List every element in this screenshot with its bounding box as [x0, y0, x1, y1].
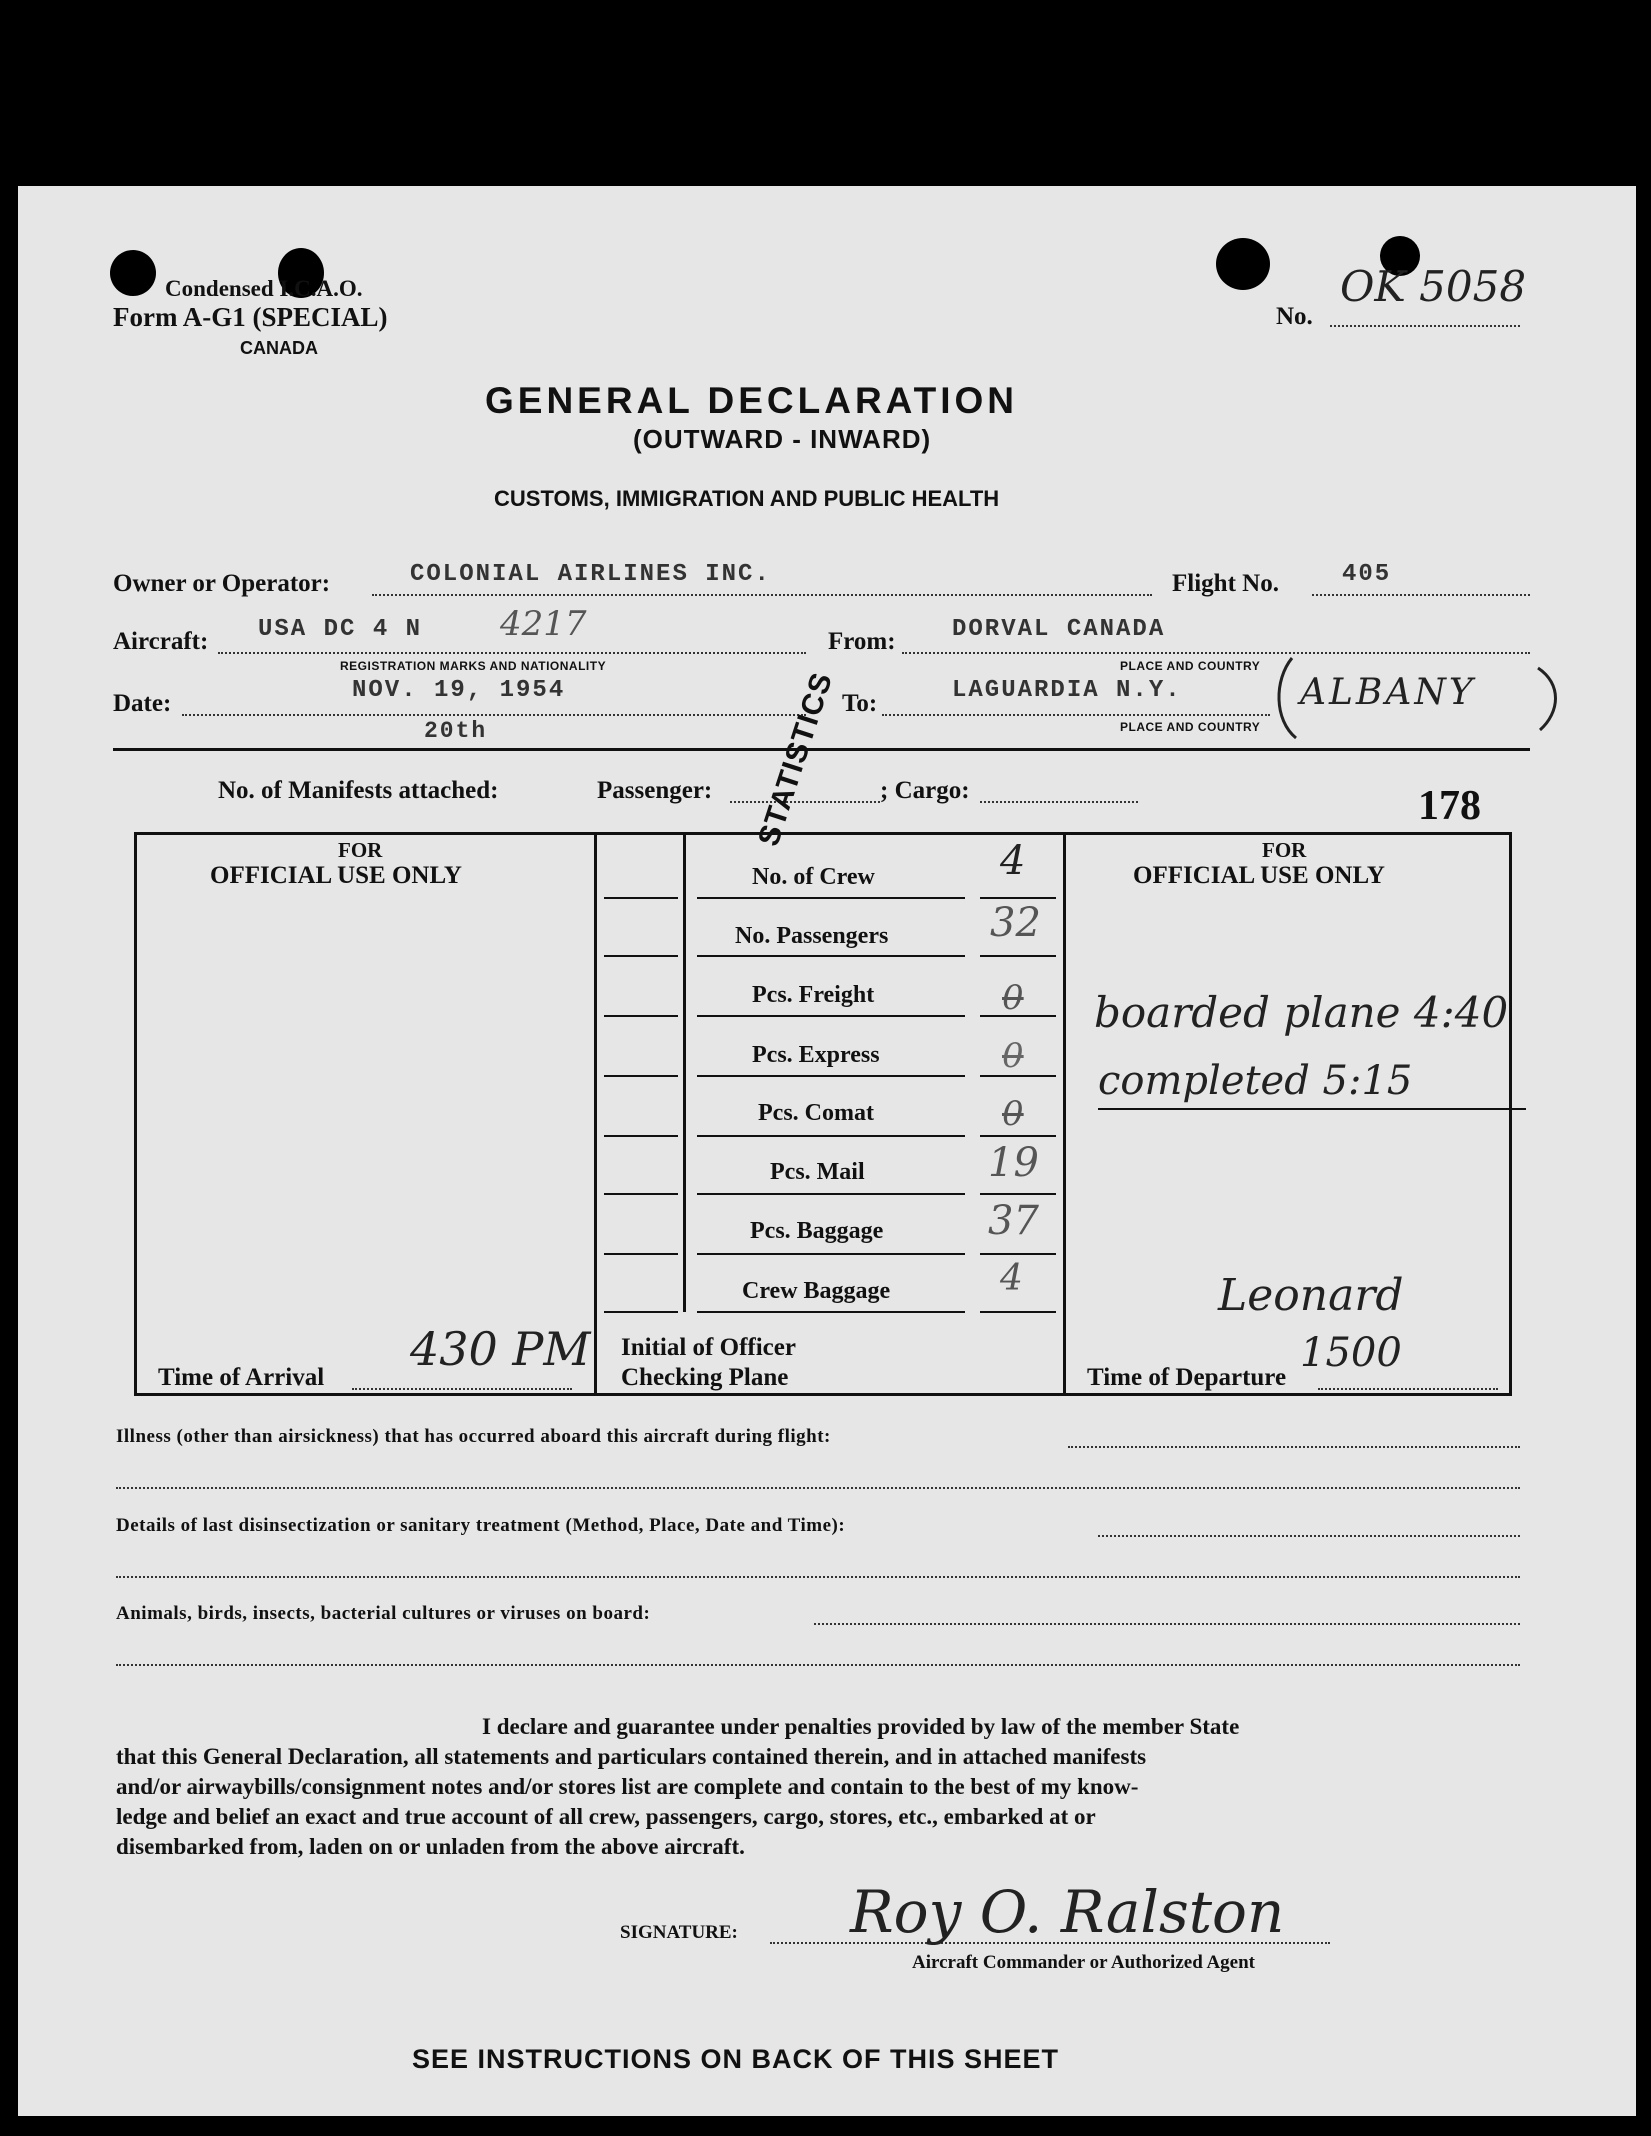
official-note-completed: completed 5:15 — [1098, 1058, 1413, 1104]
page-subtitle: (OUTWARD - INWARD) — [633, 424, 932, 454]
left-for-label: FOR — [338, 838, 383, 862]
owner-label: Owner or Operator: — [113, 570, 331, 597]
place-caption-from: PLACE AND COUNTRY — [1120, 659, 1261, 673]
flight-line — [1312, 594, 1530, 596]
passenger-line — [730, 801, 880, 803]
signature-label: SIGNATURE: — [620, 1922, 738, 1943]
time-departure-value[interactable]: 1500 — [1300, 1330, 1402, 1376]
to-value[interactable]: LAGUARDIA N.Y. — [952, 677, 1182, 704]
officer-initial: Leonard — [1218, 1270, 1404, 1321]
to-line — [882, 714, 1270, 716]
checking-plane-label: Checking Plane — [621, 1364, 789, 1391]
aircraft-value[interactable]: USA DC 4 N — [258, 616, 423, 643]
table-divider — [1063, 832, 1066, 1396]
statement-line-3: and/or airwaybills/consignment notes and/or stores list are complete and contain to the best of my know- — [116, 1774, 1139, 1799]
right-for-label: FOR — [1262, 838, 1307, 862]
value-passengers[interactable]: 32 — [990, 900, 1041, 946]
illness-line — [1068, 1446, 1520, 1448]
form-org-line1: Condensed I.C.A.O. — [165, 276, 363, 301]
row-label-mail: Pcs. Mail — [770, 1159, 865, 1185]
official-note-boarded: boarded plane 4:40 — [1094, 988, 1509, 1037]
disinsect-label: Details of last disinsectization or sanitary treatment (Method, Place, Date and Time): — [116, 1515, 846, 1536]
row-label-passengers: No. Passengers — [735, 923, 889, 949]
place-caption-to: PLACE AND COUNTRY — [1120, 720, 1261, 734]
animals-label: Animals, birds, insects, bacterial cultures or viruses on board: — [116, 1603, 651, 1624]
cargo-label: ; Cargo: — [880, 777, 970, 804]
header-divider — [113, 748, 1530, 751]
manifests-label: No. of Manifests attached: — [218, 777, 499, 804]
row-underline — [697, 1253, 965, 1255]
tally-line — [604, 1253, 678, 1255]
disinsect-line-2 — [116, 1576, 1520, 1578]
aircraft-registration-handwritten: 4217 — [500, 604, 587, 644]
tally-line — [604, 897, 678, 899]
date-line — [182, 714, 806, 716]
value-underline — [980, 1135, 1056, 1137]
value-comat[interactable]: 0 — [1002, 1094, 1024, 1134]
form-country: CANADA — [240, 338, 318, 358]
signature-value[interactable]: Roy O. Ralston — [850, 1878, 1285, 1946]
signature-caption: Aircraft Commander or Authorized Agent — [912, 1952, 1256, 1973]
disinsect-line — [1098, 1535, 1520, 1537]
aircraft-label: Aircraft: — [113, 628, 209, 655]
footer-instructions: SEE INSTRUCTIONS ON BACK OF THIS SHEET — [412, 2044, 1060, 2074]
statement-line-2: that this General Declaration, all statements and particulars contained therein, and in attached manifests — [116, 1744, 1147, 1769]
row-underline — [697, 1015, 965, 1017]
date-label: Date: — [113, 690, 172, 717]
registration-caption: REGISTRATION MARKS AND NATIONALITY — [340, 659, 607, 673]
tally-line — [604, 1015, 678, 1017]
row-label-express: Pcs. Express — [752, 1042, 880, 1068]
animals-line-2 — [116, 1664, 1520, 1666]
note-underline — [1098, 1108, 1526, 1110]
owner-line — [372, 594, 1152, 596]
left-official-label: OFFICIAL USE ONLY — [210, 862, 462, 889]
date-value[interactable]: NOV. 19, 1954 — [352, 677, 566, 704]
row-label-crew: No. of Crew — [752, 864, 875, 890]
flight-label: Flight No. — [1172, 570, 1279, 597]
form-code: Form A-G1 (SPECIAL) — [113, 302, 388, 332]
value-underline — [980, 897, 1056, 899]
value-crew[interactable]: 4 — [1000, 838, 1026, 884]
time-departure-label: Time of Departure — [1087, 1364, 1287, 1391]
row-underline — [697, 1311, 965, 1313]
owner-value[interactable]: COLONIAL AIRLINES INC. — [410, 561, 771, 588]
tally-line — [604, 1311, 678, 1313]
sheet-number: 178 — [1418, 783, 1481, 829]
row-underline — [697, 1075, 965, 1077]
page-title: GENERAL DECLARATION — [485, 380, 1019, 421]
destination-handwritten: ALBANY — [1300, 672, 1476, 713]
destination-circle — [1270, 650, 1570, 745]
passenger-label: Passenger: — [597, 777, 713, 804]
value-freight[interactable]: 0 — [1002, 978, 1024, 1018]
flight-value[interactable]: 405 — [1342, 561, 1392, 588]
value-underline — [980, 1253, 1056, 1255]
row-underline — [697, 955, 965, 957]
punch-hole — [1216, 238, 1270, 290]
value-underline — [980, 1193, 1056, 1195]
right-official-label: OFFICIAL USE ONLY — [1133, 862, 1385, 889]
row-underline — [697, 897, 965, 899]
value-underline — [980, 955, 1056, 957]
statement-line-4: ledge and belief an exact and true account of all crew, passengers, cargo, stores, etc., embarked at or — [116, 1804, 1096, 1829]
cargo-line — [980, 801, 1138, 803]
departure-line — [1318, 1388, 1498, 1390]
row-label-baggage: Pcs. Baggage — [750, 1218, 884, 1244]
time-arrival-value[interactable]: 430 PM — [410, 1322, 591, 1376]
statement-line-1: I declare and guarantee under penalties provided by law of the member State — [482, 1714, 1240, 1739]
initial-officer-label: Initial of Officer — [621, 1334, 796, 1361]
to-label: To: — [842, 690, 878, 717]
value-express[interactable]: 0 — [1002, 1036, 1024, 1076]
table-divider — [594, 832, 597, 1396]
arrival-line — [352, 1388, 572, 1390]
form-number: OK 5058 — [1340, 262, 1527, 311]
value-baggage[interactable]: 37 — [988, 1198, 1039, 1244]
aircraft-line — [218, 652, 806, 654]
date-correction: 20th — [424, 718, 488, 744]
punch-hole — [110, 250, 156, 296]
table-divider — [683, 832, 686, 1312]
row-underline — [697, 1135, 965, 1137]
from-value[interactable]: DORVAL CANADA — [952, 616, 1166, 643]
time-arrival-label: Time of Arrival — [158, 1364, 325, 1391]
row-label-crew-baggage: Crew Baggage — [742, 1278, 891, 1304]
row-label-freight: Pcs. Freight — [752, 982, 875, 1008]
row-label-comat: Pcs. Comat — [758, 1100, 874, 1126]
statement-line-5: disembarked from, laden on or unladen from the above aircraft. — [116, 1834, 745, 1859]
value-underline — [980, 1311, 1056, 1313]
tally-line — [604, 1135, 678, 1137]
number-label: No. — [1276, 303, 1313, 330]
illness-label: Illness (other than airsickness) that has occurred aboard this aircraft during flight: — [116, 1426, 831, 1447]
tally-line — [604, 955, 678, 957]
animals-line — [814, 1623, 1520, 1625]
value-crew-baggage[interactable]: 4 — [1000, 1258, 1023, 1299]
illness-line-2 — [116, 1487, 1520, 1489]
number-line — [1330, 325, 1520, 327]
section-title: CUSTOMS, IMMIGRATION AND PUBLIC HEALTH — [494, 486, 1000, 511]
row-underline — [697, 1193, 965, 1195]
tally-line — [604, 1075, 678, 1077]
statistics-stamp: STATISTICS — [752, 668, 840, 851]
from-label: From: — [828, 628, 896, 655]
tally-line — [604, 1193, 678, 1195]
value-mail[interactable]: 19 — [988, 1140, 1039, 1186]
